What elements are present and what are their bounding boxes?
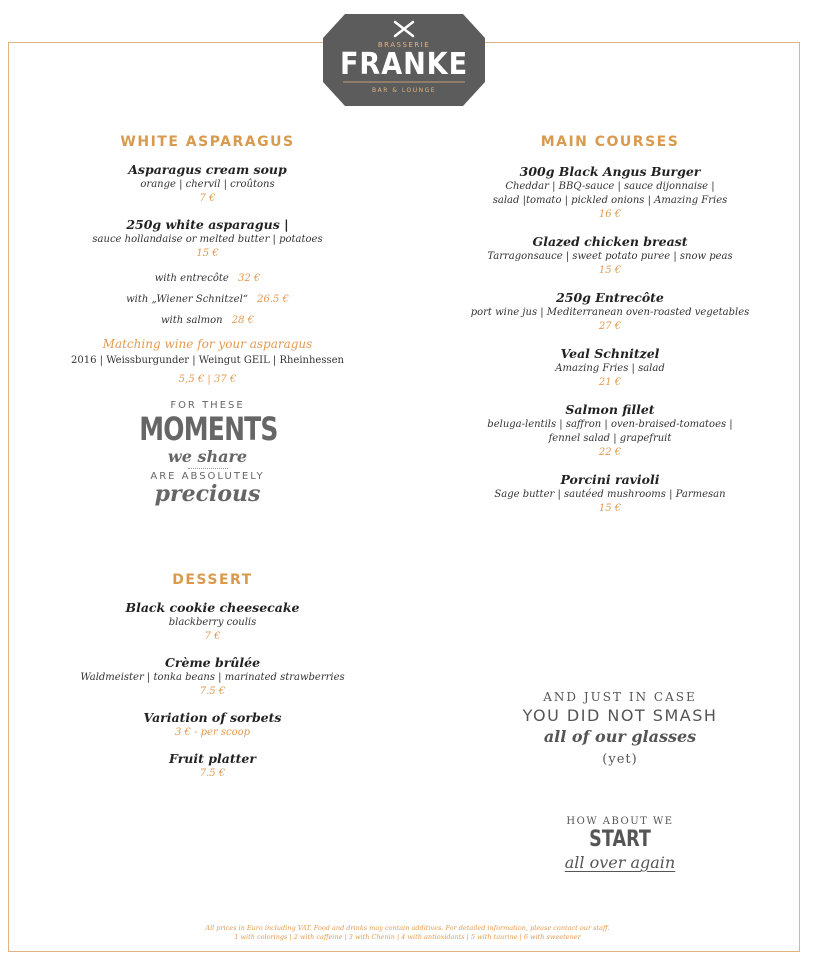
promo-line: HOW ABOUT WE bbox=[566, 816, 674, 827]
item-desc: Sage butter | sautéed mushrooms | Parmesan bbox=[494, 489, 726, 500]
promo-line: AND JUST IN CASE bbox=[543, 690, 697, 704]
menu-item bbox=[460, 402, 760, 460]
item-price: 7 € bbox=[204, 631, 221, 642]
item-desc: beluga-lentils | saffron | oven-braised-tomatoes | bbox=[487, 419, 733, 430]
logo-sub-text: BAR & LOUNGE bbox=[371, 87, 437, 94]
option-row bbox=[70, 272, 345, 286]
menu-item bbox=[460, 234, 760, 278]
dessert-section bbox=[70, 572, 355, 792]
promo-line: precious bbox=[154, 481, 261, 507]
item-desc: salad |tomato | pickled onions | Amazing Fries bbox=[492, 195, 728, 206]
section-title-white-asparagus: WHITE ASPARAGUS bbox=[120, 134, 295, 150]
option-row bbox=[70, 293, 345, 307]
option-label: with entrecôte bbox=[154, 273, 229, 284]
option-price: 26.5 € bbox=[257, 294, 289, 305]
item-name: Glazed chicken breast bbox=[532, 234, 688, 249]
section-title-dessert: DESSERT bbox=[172, 572, 253, 588]
promo-line: MOMENTS bbox=[139, 410, 278, 448]
menu-item bbox=[460, 164, 760, 222]
option-label: with „Wiener Schnitzel“ bbox=[126, 294, 248, 305]
option-price: 28 € bbox=[231, 315, 255, 326]
item-desc: fennel salad | grapefruit bbox=[548, 433, 672, 444]
item-name: 250g Entrecôte bbox=[556, 290, 664, 305]
item-name: Porcini ravioli bbox=[560, 472, 660, 487]
promo-line: (yet) bbox=[602, 752, 638, 767]
item-desc: orange | chervil | croûtons bbox=[140, 179, 275, 190]
item-desc: Tarragonsauce | sweet potato puree | snow peas bbox=[487, 251, 733, 262]
menu-item bbox=[70, 600, 355, 644]
menu-item bbox=[460, 290, 760, 334]
item-desc: Cheddar | BBQ-sauce | sauce dijonnaise | bbox=[505, 181, 715, 192]
item-price: 7.5 € bbox=[199, 686, 226, 697]
item-name: Asparagus cream soup bbox=[128, 162, 287, 177]
menu-item bbox=[70, 710, 355, 740]
promo-line: all over again bbox=[564, 853, 676, 872]
item-price: 22 € bbox=[598, 447, 622, 458]
right-column bbox=[460, 134, 760, 527]
logo-top-text: BRASSERIE bbox=[377, 41, 431, 49]
promo-line: we share bbox=[167, 447, 248, 466]
item-price: 15 € bbox=[598, 503, 622, 514]
item-name: Variation of sorbets bbox=[143, 710, 282, 725]
logo-name: FRANKE bbox=[340, 47, 468, 82]
footer-notes bbox=[150, 924, 665, 942]
promo-line: all of our glasses bbox=[543, 727, 697, 746]
item-price: 27 € bbox=[598, 321, 622, 332]
footer-line: 1 with colorings | 2 with caffeine | 3 with Chenin | 4 with antioxidants | 5 with taurine | 6 with sweetener bbox=[234, 933, 581, 941]
menu-item bbox=[70, 162, 345, 206]
left-column bbox=[70, 134, 345, 387]
item-price: 7 € bbox=[199, 193, 216, 204]
item-price: 7.5 € bbox=[199, 768, 226, 779]
promo-line: ARE ABSOLUTELY bbox=[150, 471, 265, 482]
menu-item bbox=[70, 655, 355, 699]
menu-item bbox=[460, 346, 760, 390]
promo-line: START bbox=[589, 827, 651, 852]
item-price: 16 € bbox=[598, 209, 622, 220]
promo-moments bbox=[120, 400, 295, 525]
item-name: Veal Schnitzel bbox=[560, 346, 660, 361]
item-name: 300g Black Angus Burger bbox=[519, 164, 701, 179]
item-desc: port wine jus | Mediterranean oven-roasted vegetables bbox=[470, 307, 750, 318]
item-desc: Waldmeister | tonka beans | marinated strawberries bbox=[80, 672, 345, 683]
menu-item bbox=[460, 472, 760, 516]
divider bbox=[188, 468, 228, 469]
menu-item bbox=[70, 217, 345, 261]
promo-line: FOR THESE bbox=[170, 400, 245, 411]
menu-item bbox=[70, 751, 355, 781]
item-name: Black cookie cheesecake bbox=[125, 600, 300, 615]
item-desc: Amazing Fries | salad bbox=[555, 363, 665, 374]
wine-desc: 2016 | Weissburgunder | Weingut GEIL | Rheinhessen bbox=[71, 355, 344, 366]
item-name: 250g white asparagus | bbox=[126, 217, 289, 232]
item-name: Fruit platter bbox=[169, 751, 256, 766]
option-row bbox=[70, 314, 345, 328]
wine-price: 5,5 € | 37 € bbox=[178, 374, 237, 385]
item-price: 15 € bbox=[598, 265, 622, 276]
item-desc: sauce hollandaise or melted butter | potatoes bbox=[92, 234, 323, 245]
item-name: Crème brûlée bbox=[164, 655, 261, 670]
footer-line: All prices in Euro including VAT. Food and drinks may contain additives. For detailed information, please contact our staff. bbox=[205, 924, 610, 932]
option-label: with salmon bbox=[160, 315, 223, 326]
promo-start bbox=[530, 816, 710, 872]
item-name: Salmon fillet bbox=[565, 402, 655, 417]
promo-glasses bbox=[480, 690, 760, 767]
item-price: 15 € bbox=[196, 248, 219, 259]
promo-line: YOU DID NOT SMASH bbox=[522, 706, 718, 725]
brasserie-franke-logo bbox=[323, 14, 485, 106]
wine-title: Matching wine for your asparagus bbox=[102, 337, 313, 351]
item-price: 3 € - per scoop bbox=[174, 727, 251, 738]
section-title-main-courses: MAIN COURSES bbox=[540, 134, 680, 150]
item-price: 21 € bbox=[598, 377, 622, 388]
item-desc: blackberry coulis bbox=[168, 617, 257, 628]
option-price: 32 € bbox=[237, 273, 261, 284]
